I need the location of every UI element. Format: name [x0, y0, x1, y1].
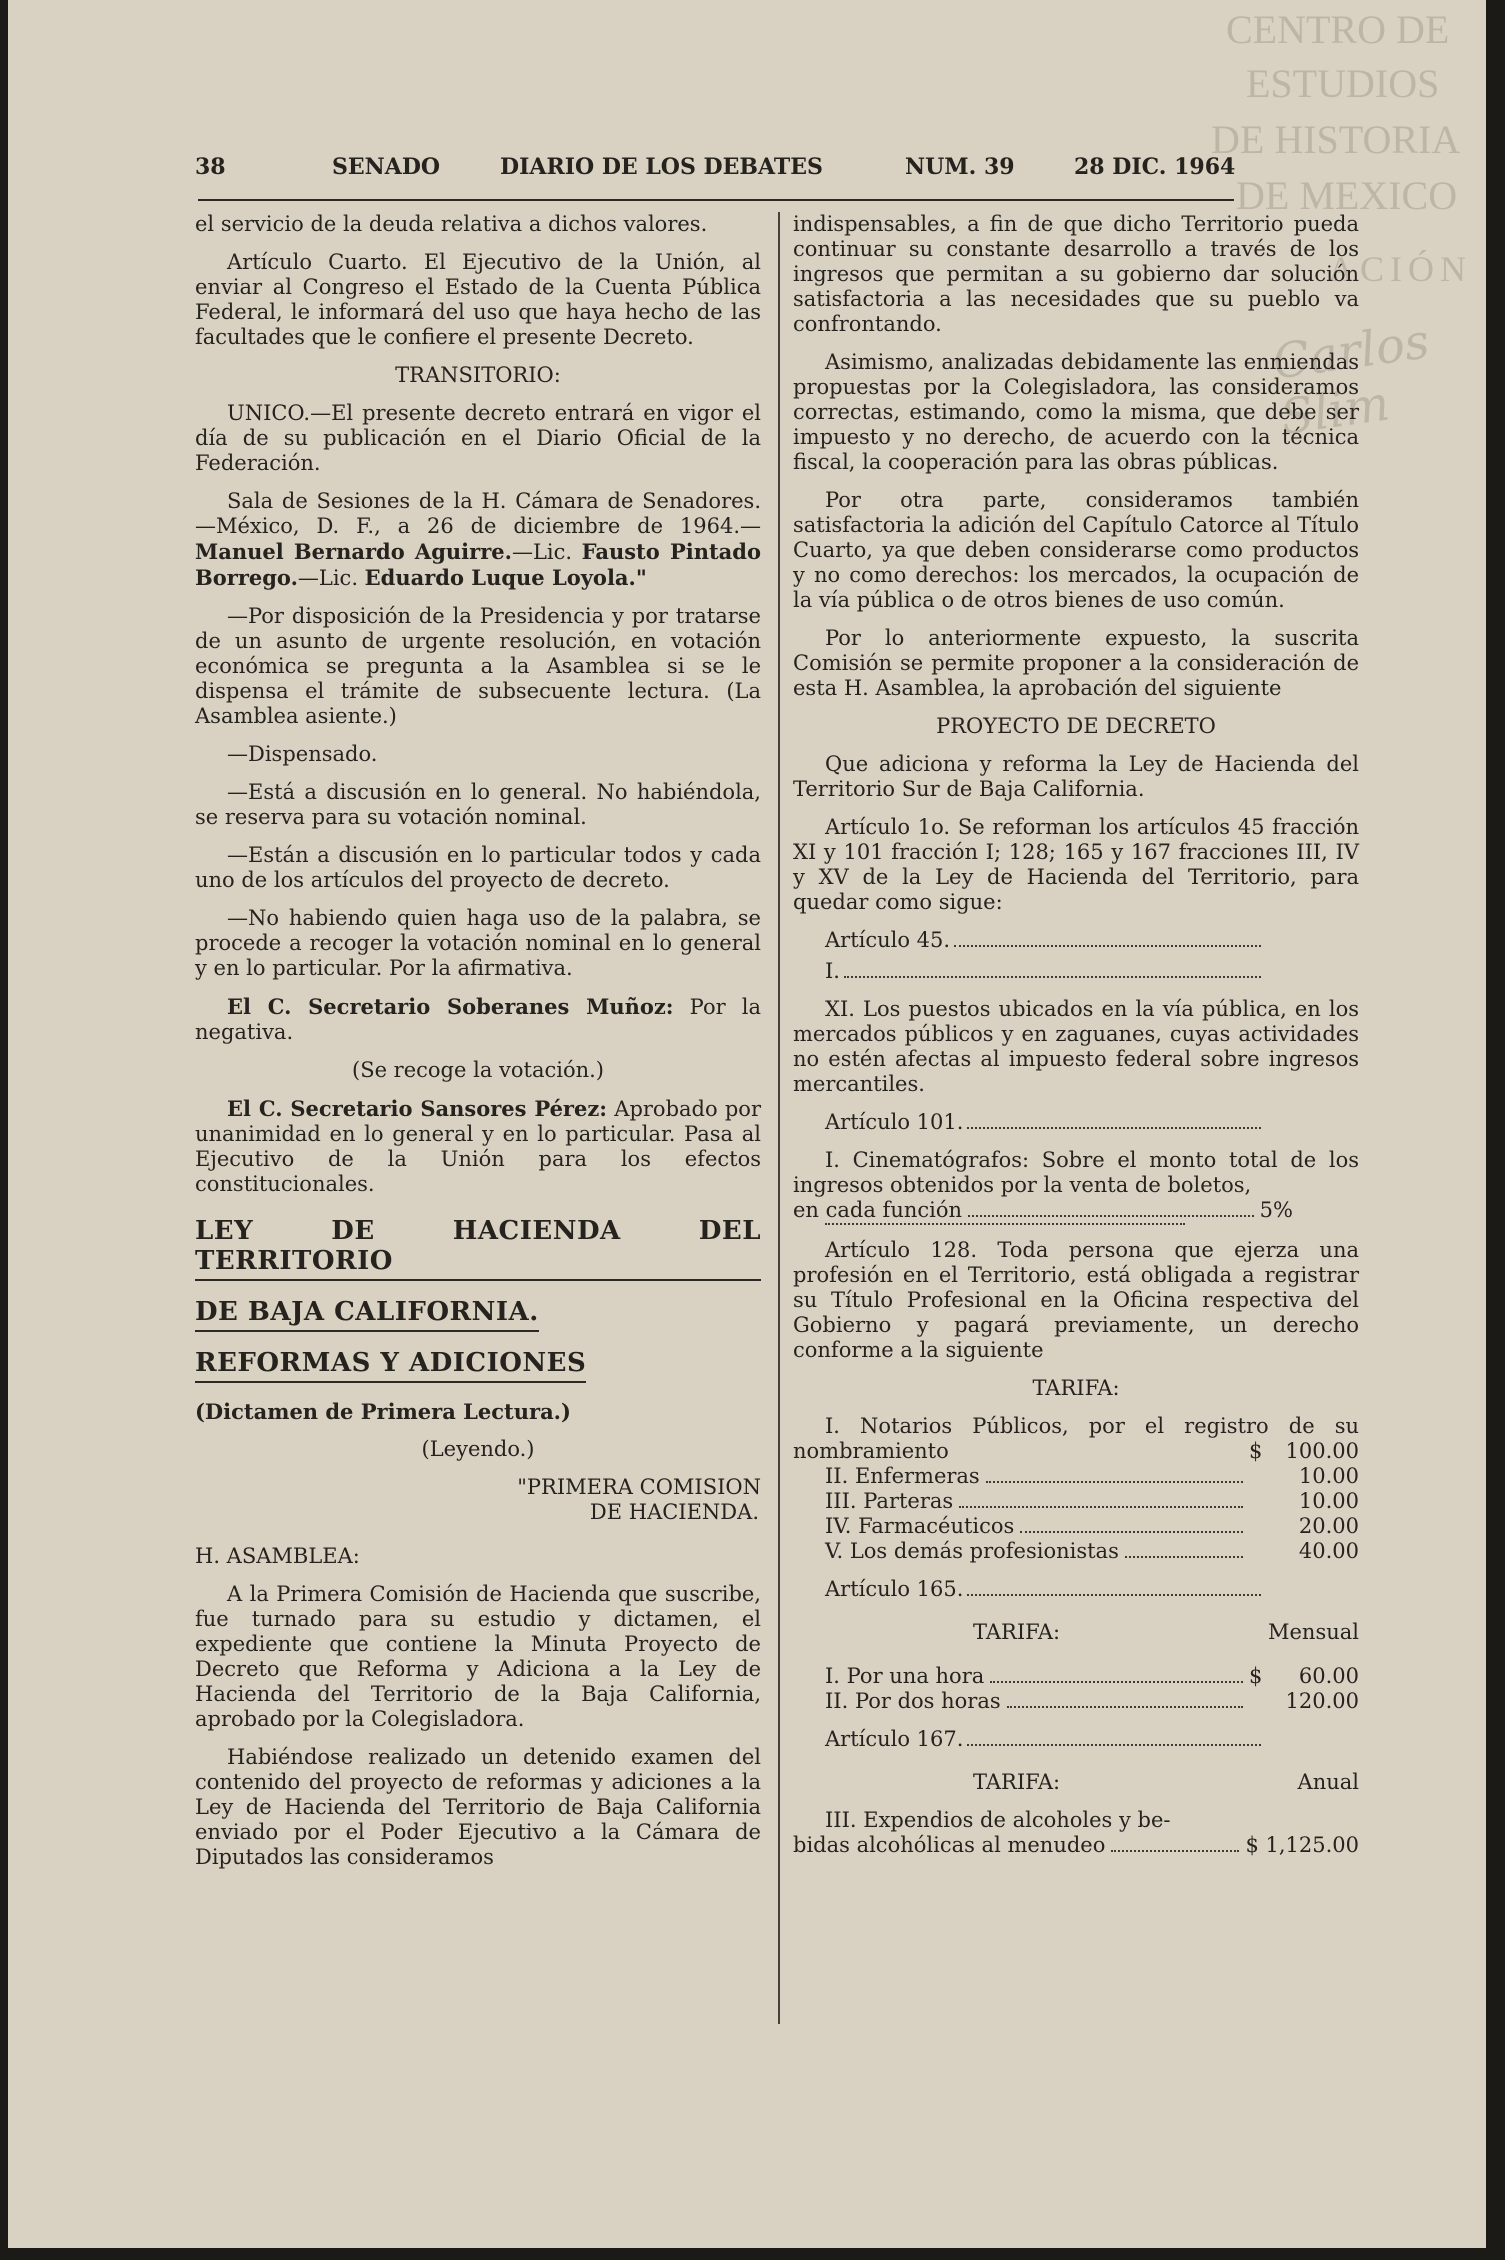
- header-issue-number: NUM. 39: [905, 154, 1015, 180]
- article-leader: [825, 1727, 1265, 1752]
- section-heading: PROYECTO DE DECRETO: [936, 714, 1216, 738]
- tariff-amount: 40.00: [1298, 1539, 1359, 1563]
- tariff-label: II. Por dos horas: [825, 1689, 1001, 1713]
- tariff-row: [793, 1489, 1359, 1514]
- tariff-heading-row: [793, 1770, 1359, 1795]
- tariff-label: I. Por una hora: [825, 1664, 985, 1688]
- document-page: [8, 0, 1486, 2248]
- article-label: Artículo 101.: [825, 1110, 964, 1134]
- paragraph: I. Cinematógrafos: Sobre el monto total de los ingresos obtenidos por la venta de boletos,: [793, 1148, 1359, 1197]
- tariff-label: en cada función: [793, 1198, 963, 1222]
- tariff-amount: 100.00: [1285, 1439, 1359, 1463]
- left-column: [195, 212, 761, 1883]
- watermark-line: ESTUDIOS: [1246, 61, 1440, 106]
- speaker-paragraph: [195, 1096, 761, 1197]
- paragraph: —Por disposición de la Presidencia y por tratarse de un asunto de urgente resolución, en votación económica se pregunta a la Asamblea si se le dispensa el trámite de subsecuente lectura. (La Asamblea asiente.): [195, 604, 761, 728]
- tariff-amount: $ 1,125.00: [1245, 1833, 1359, 1857]
- text-run: —Lic.: [297, 566, 365, 590]
- tariff-amount: 5%: [1259, 1198, 1293, 1222]
- article-label: Artículo 165.: [825, 1577, 964, 1601]
- article-leader: [825, 959, 1265, 984]
- paragraph: indispensables, a fin de que dicho Territorio pueda continuar su constante desarrollo a través de los ingresos que permitan a su gobierno dar solución satisfactoria a las necesidades que su pueblo va confrontando.: [793, 212, 1359, 336]
- stage-direction: (Leyendo.): [421, 1437, 535, 1461]
- column-divider: [778, 212, 780, 2024]
- currency-symbol: $: [1249, 1664, 1263, 1688]
- paragraph: Artículo 128. Toda persona que ejerza una profesión en el Territorio, está obligada a registrar su Título Profesional en la Oficina respectiva del Gobierno y pagará previamente, un derecho conforme a la siguiente: [793, 1238, 1359, 1362]
- article-leader: [825, 1577, 1265, 1602]
- stage-direction: (Se recoge la votación.): [352, 1058, 604, 1082]
- text-run: —Lic.: [511, 540, 582, 564]
- article-label: I.: [825, 959, 840, 983]
- right-column: [793, 212, 1359, 1858]
- tariff-amount: 10.00: [1298, 1489, 1359, 1513]
- header-rule: [198, 199, 1234, 201]
- tariff-amount: 10.00: [1298, 1464, 1359, 1488]
- tariff-row: [793, 1514, 1359, 1539]
- tariff-row: [793, 1689, 1359, 1714]
- watermark-line: DE MEXICO: [1236, 173, 1458, 218]
- article-leader: [825, 928, 1265, 953]
- paragraph: —Está a discusión en lo general. No habiéndola, se reserva para su votación nominal.: [195, 780, 761, 829]
- signatures-paragraph: [195, 489, 761, 591]
- paragraph: el servicio de la deuda relativa a dichos valores.: [195, 212, 708, 236]
- paragraph: Artículo 1o. Se reforman los artículos 45 fracción XI y 101 fracción I; 128; 165 y 167 fracciones III, IV y XV de la Ley de Hacienda del Territorio, para quedar como sigue:: [793, 815, 1359, 914]
- header-chamber: SENADO: [332, 154, 441, 180]
- tariff-heading: TARIFA:: [1032, 1376, 1120, 1400]
- paragraph: Asimismo, analizadas debidamente las enmiendas propuestas por la Colegisladora, las consideramos correctas, estimando, como la misma, que debe ser impuesto y no derecho, de acuerdo con la técnica fiscal, la cooperación para las obras públicas.: [793, 350, 1359, 474]
- watermark-signature: Carlos Slim: [1269, 313, 1433, 447]
- tariff-period: Mensual: [1268, 1620, 1359, 1644]
- commission-name: DE HACIENDA.: [589, 1500, 759, 1524]
- dictamen-label: (Dictamen de Primera Lectura.): [195, 1399, 571, 1424]
- article-label: Artículo 45.: [825, 928, 951, 952]
- watermark-line: CENTRO DE: [1226, 7, 1450, 52]
- speech-text: Por la negativa.: [195, 995, 761, 1044]
- tariff-row: [793, 1464, 1359, 1489]
- paragraph: Artículo Cuarto. El Ejecutivo de la Unión, al enviar al Congreso el Estado de la Cuenta Pública Federal, le informará del uso que haya hecho de las facultades que le confiere el presente Decreto.: [195, 250, 761, 349]
- paragraph: —Dispensado.: [227, 742, 378, 766]
- tariff-amount: 120.00: [1285, 1689, 1359, 1713]
- tariff-row: [793, 1833, 1359, 1858]
- tariff-amount: 60.00: [1298, 1664, 1359, 1688]
- paragraph: Por otra parte, consideramos también satisfactoria la adición del Capítulo Catorce al Título Cuarto, ya que deben considerarse como productos y no como derechos: los mercados, la ocupación de la vía pública o de otros bienes de uso común.: [793, 488, 1359, 612]
- tariff-label: IV. Farmacéuticos: [825, 1514, 1015, 1538]
- section-heading: TRANSITORIO:: [395, 363, 561, 387]
- paragraph: XI. Los puestos ubicados en la vía pública, en los mercados públicos y en zaguanes, cuyas actividades no estén afectas al impuesto federal sobre ingresos mercantiles.: [793, 997, 1359, 1096]
- paragraph: Por lo anteriormente expuesto, la suscrita Comisión se permite proponer a la consideración de esta H. Asamblea, la aprobación del siguiente: [793, 626, 1359, 700]
- law-title: LEY DE HACIENDA DEL TERRITORIO: [195, 1216, 761, 1281]
- paragraph: A la Primera Comisión de Hacienda que suscribe, fue turnado para su estudio y dictamen, el expediente que contiene la Minuta Proyecto de Decreto que Reforma y Adiciona a la Ley de Hacienda del Territorio de la Baja California, aprobado por la Colegisladora.: [195, 1582, 761, 1731]
- tariff-heading-row: [793, 1620, 1359, 1645]
- tariff-row: [793, 1198, 1293, 1223]
- header-date: 28 DIC. 1964: [1074, 154, 1236, 180]
- article-leader: [825, 1110, 1265, 1135]
- tariff-label: III. Parteras: [825, 1489, 954, 1513]
- paragraph: UNICO.—El presente decreto entrará en vigor el día de su publicación en el Diario Oficial de la Federación.: [195, 401, 761, 475]
- article-label: Artículo 167.: [825, 1727, 964, 1751]
- currency-symbol: $: [1249, 1439, 1263, 1463]
- signer-name: Manuel Bernardo Aguirre.: [195, 539, 512, 564]
- header-publication: DIARIO DE LOS DEBATES: [500, 154, 823, 180]
- watermark-line: ACIÓN: [1328, 249, 1472, 289]
- tariff-label: I. Notarios Públicos, por el registro de su nombramiento: [793, 1414, 1359, 1463]
- speaker-paragraph: [195, 994, 761, 1045]
- page-header: [8, 154, 1486, 190]
- signer-name: Fausto Pintado Borrego.: [195, 539, 761, 590]
- tariff-label: III. Expendios de alcoholes y be-: [825, 1808, 1171, 1832]
- page-number: 38: [195, 154, 226, 180]
- tariff-amount: 20.00: [1298, 1514, 1359, 1538]
- law-title: REFORMAS Y ADICIONES: [195, 1348, 586, 1383]
- signer-name: Eduardo Luque Loyola.": [364, 565, 647, 590]
- law-title: DE BAJA CALIFORNIA.: [195, 1297, 539, 1332]
- tariff-row: [793, 1664, 1359, 1689]
- tariff-row: [793, 1539, 1359, 1564]
- tariff-period: Anual: [1297, 1770, 1359, 1794]
- paragraph: —No habiendo quien haga uso de la palabra, se procede a recoger la votación nominal en lo general y en lo particular. Por la afirmativa.: [195, 906, 761, 980]
- tariff-heading: TARIFA:: [973, 1620, 1061, 1644]
- paragraph: Habiéndose realizado un detenido examen del contenido del proyecto de reformas y adiciones a la Ley de Hacienda del Territorio de Baja California enviado por el Poder Ejecutivo a la Cámara de Diputados las consideramos: [195, 1745, 761, 1869]
- tariff-label: V. Los demás profesionistas: [825, 1539, 1119, 1563]
- speaker-name: El C. Secretario Sansores Pérez:: [227, 1096, 608, 1121]
- speech-text: Aprobado por unanimidad en lo general y en lo particular. Pasa al Ejecutivo de la Unión para los efectos constitucionales.: [195, 1097, 761, 1196]
- text-run: Sala de Sesiones de la H. Cámara de Senadores.—México, D. F., a 26 de diciembre de 1964.—: [195, 489, 761, 538]
- watermark-line: DE HISTORIA: [1211, 117, 1461, 162]
- speaker-name: El C. Secretario Soberanes Muñoz:: [227, 994, 674, 1019]
- tariff-label: bidas alcohólicas al menudeo: [793, 1833, 1106, 1857]
- paragraph: Que adiciona y reforma la Ley de Hacienda del Territorio Sur de Baja California.: [793, 752, 1359, 801]
- paragraph: —Están a discusión en lo particular todos y cada uno de los artículos del proyecto de decreto.: [195, 843, 761, 892]
- commission-name: "PRIMERA COMISION: [517, 1475, 761, 1499]
- salutation: H. ASAMBLEA:: [195, 1544, 360, 1568]
- tariff-heading: TARIFA:: [973, 1770, 1061, 1794]
- tariff-label: II. Enfermeras: [825, 1464, 980, 1488]
